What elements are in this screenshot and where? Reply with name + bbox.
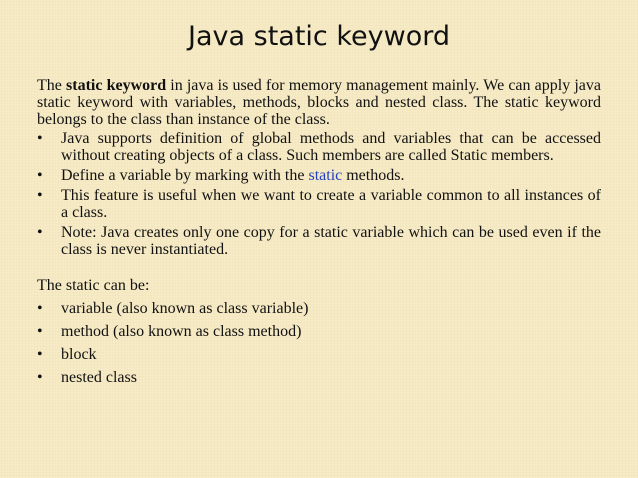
list-item-text: method (also known as class method) [61, 323, 302, 340]
list-item-text: Java supports definition of global methods and variables that can be accessed without creating objects of a class. Such members are called Static members. [61, 130, 601, 164]
can-be-list [37, 300, 601, 386]
list-item-text: nested class [61, 369, 137, 386]
can-be-heading: The static can be: [37, 277, 150, 294]
intro-prefix: The [37, 77, 67, 94]
list-item-text-after: methods. [342, 167, 405, 184]
list-item [37, 187, 601, 221]
slide-content [37, 77, 601, 392]
intro-paragraph [37, 77, 601, 128]
list-item [37, 369, 601, 386]
list-item-text: variable (also known as class variable) [61, 300, 309, 317]
bullet-icon: • [37, 224, 43, 241]
bullet-icon: • [37, 369, 43, 386]
list-item [37, 323, 601, 340]
list-item [37, 346, 601, 363]
list-item-text: block [61, 346, 97, 363]
intro-rest: in java is used for memory management mainly. We can apply java static keyword with variables, methods, blocks and nested class. The static keyword belongs to the class than instance of the class. [37, 77, 602, 128]
list-item-text: Note: Java creates only one copy for a static variable which can be used even if the class is never instantiated. [61, 224, 601, 258]
bullet-icon: • [37, 323, 43, 340]
list-item [37, 167, 601, 184]
static-keyword: static [308, 167, 343, 184]
bullet-icon: • [37, 130, 43, 147]
list-item-text: This feature is useful when we want to create a variable common to all instances of a class. [61, 187, 601, 221]
bullet-icon: • [37, 187, 43, 204]
bullet-icon: • [37, 167, 43, 184]
list-item [37, 300, 601, 317]
bullet-icon: • [37, 300, 43, 317]
list-item [37, 224, 601, 258]
list-item-text-before: Define a variable by marking with the [61, 167, 309, 184]
bullet-list [37, 130, 601, 258]
slide-title: Java static keyword [188, 21, 450, 52]
list-item [37, 130, 601, 164]
bullet-icon: • [37, 346, 43, 363]
intro-bold: static keyword [66, 77, 167, 94]
